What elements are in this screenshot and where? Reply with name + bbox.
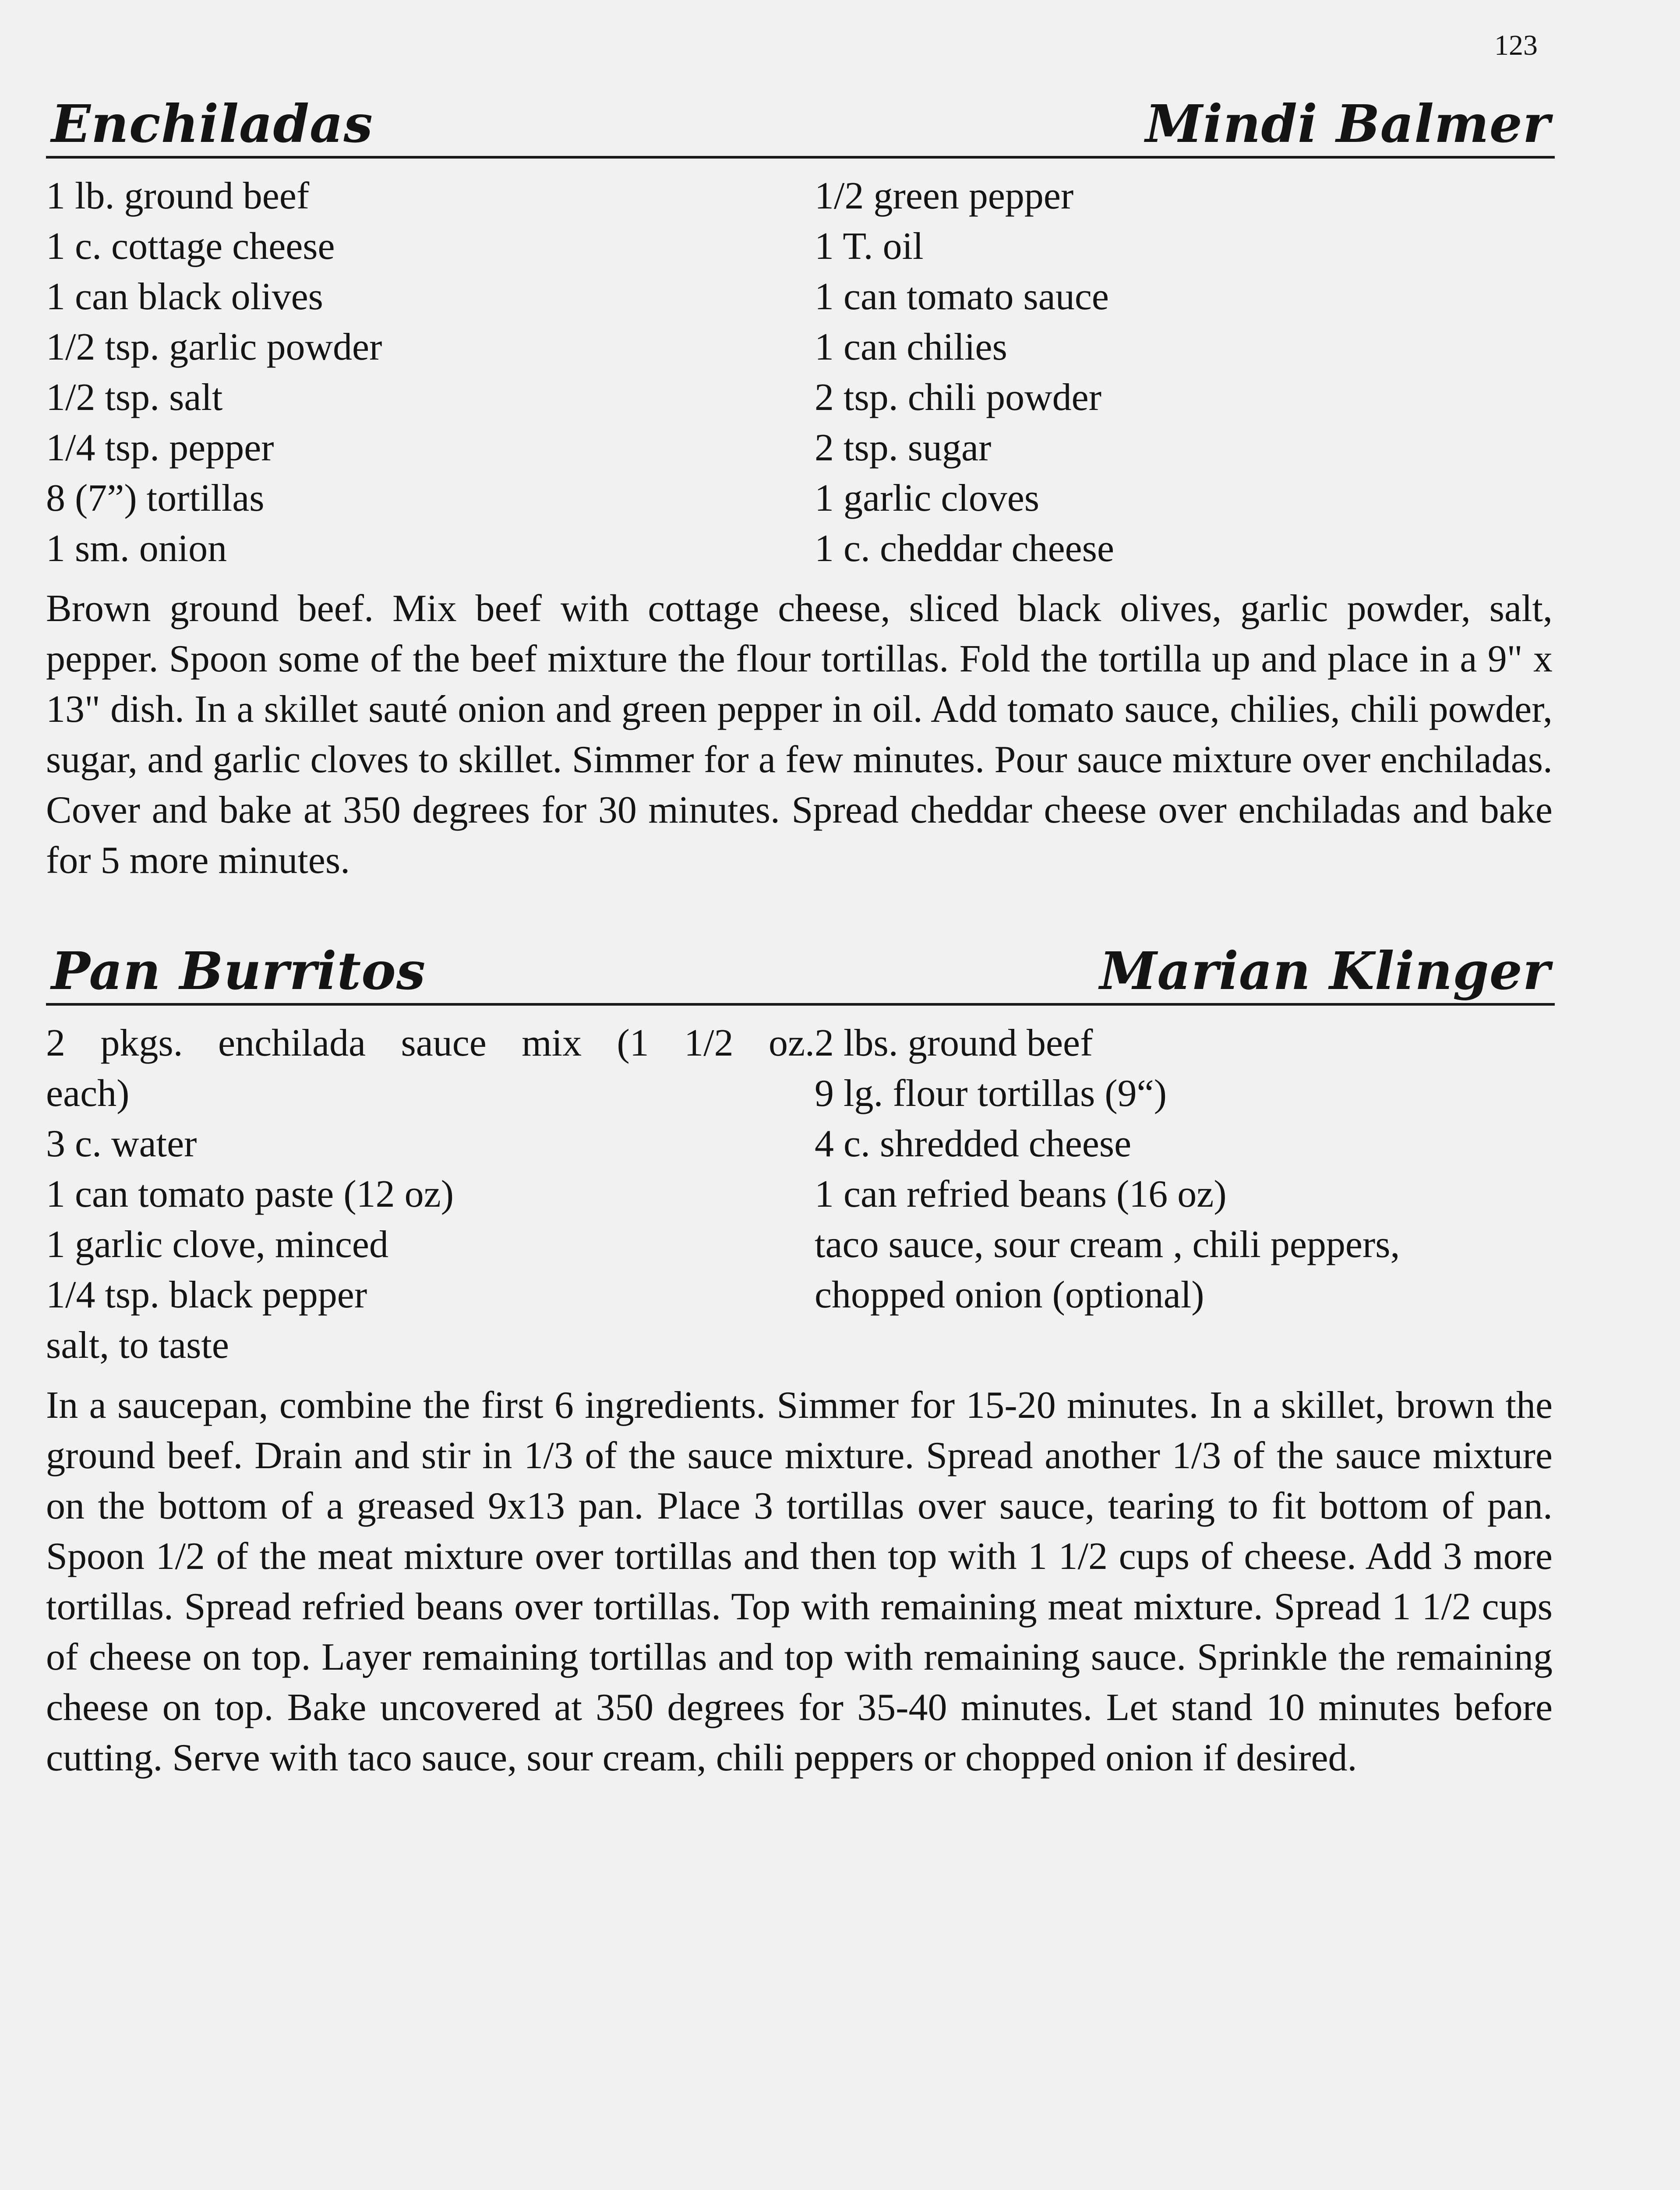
ingredient-item: 4 c. shredded cheese	[815, 1123, 1132, 1165]
ingredient-item: salt, to taste	[46, 1324, 229, 1367]
page-number: 123	[1494, 29, 1538, 61]
recipe-pan-burritos	[46, 933, 1555, 1822]
recipe-author: Mindi Balmer	[1145, 93, 1550, 154]
ingredient-item: 9 lg. flour tortillas (9“)	[815, 1072, 1167, 1115]
ingredient-item: 1/4 tsp. black pepper	[46, 1274, 367, 1316]
ingredient-item: 1 T. oil	[815, 225, 924, 268]
ingredient-item: chopped onion (optional)	[815, 1274, 1204, 1316]
recipe-title: Enchiladas	[51, 93, 373, 154]
ingredient-item: each)	[46, 1072, 130, 1115]
recipe-directions: Brown ground beef. Mix beef with cottage cheese, sliced black olives, garlic powder, salt, pepper. Spoon some of the beef mixture the flour tortillas. Fold the tortilla up and place in a 9" x 13" dish. In a skillet sauté onion and green pepper in oil. Add tomato sauce, chilies, chili powder, sugar, and garlic cloves to skillet. Simmer for a few minutes. Pour sauce mixture over enchiladas. Cover and bake at 350 degrees for 30 minutes. Spread cheddar cheese over enchiladas and bake for 5 more minutes.	[46, 587, 1553, 882]
ingredient-item: 1 can tomato paste (12 oz)	[46, 1173, 454, 1215]
ingredient-item: 1 can chilies	[815, 326, 1007, 368]
ingredient-item: 1 c. cottage cheese	[46, 225, 335, 268]
recipe-author: Marian Klinger	[1099, 940, 1550, 1001]
ingredient-item: 2 pkgs. enchilada sauce mix (1 1/2 oz.	[46, 1022, 815, 1064]
ingredient-item: 1 lb. ground beef	[46, 175, 310, 217]
ingredients-list	[46, 171, 1555, 574]
ingredient-item: 1 garlic cloves	[815, 477, 1040, 519]
ingredient-item: 1/2 green pepper	[815, 175, 1074, 217]
ingredients-left-column	[46, 1018, 815, 1371]
ingredient-item: 1 c. cheddar cheese	[815, 527, 1115, 570]
ingredients-list	[46, 1018, 1555, 1371]
ingredients-right-column	[815, 171, 1555, 574]
recipe-enchiladas	[46, 86, 1555, 924]
ingredient-item: 2 tsp. chili powder	[815, 376, 1102, 419]
ingredient-item: 1 can refried beans (16 oz)	[815, 1173, 1227, 1215]
ingredient-item: 3 c. water	[46, 1123, 197, 1165]
recipe-header	[46, 933, 1555, 1006]
ingredient-item: 1/2 tsp. garlic powder	[46, 326, 382, 368]
ingredient-item: 1 can tomato sauce	[815, 276, 1109, 318]
ingredient-item: 8 (7”) tortillas	[46, 477, 265, 519]
ingredient-item: 1 garlic clove, minced	[46, 1223, 388, 1266]
ingredient-item: 2 lbs. ground beef	[815, 1022, 1093, 1064]
ingredient-item: 1 can black olives	[46, 276, 323, 318]
ingredients-right-column	[815, 1018, 1555, 1371]
ingredient-item: 1/2 tsp. salt	[46, 376, 223, 419]
ingredient-item: taco sauce, sour cream , chili peppers,	[815, 1223, 1400, 1266]
recipe-title: Pan Burritos	[51, 940, 426, 1001]
ingredients-left-column	[46, 171, 815, 574]
ingredient-item: 1/4 tsp. pepper	[46, 427, 274, 469]
recipe-directions: In a saucepan, combine the first 6 ingredients. Simmer for 15-20 minutes. In a skillet, brown the ground beef. Drain and stir in 1/3 of the sauce mixture. Spread another 1/3 of the sauce mixture on the bottom of a greased 9x13 pan. Place 3 tortillas over sauce, tearing to fit bottom of pan. Spoon 1/2 of the meat mixture over tortillas and then top with 1 1/2 cups of cheese. Add 3 more tortillas. Spread refried beans over tortillas. Top with remaining meat mixture. Spread 1 1/2 cups of cheese on top. Layer remaining tortillas and top with remaining sauce. Sprinkle the remaining cheese on top. Bake uncovered at 350 degrees for 35-40 minutes. Let stand 10 minutes before cutting. Serve with taco sauce, sour cream, chili peppers or chopped onion if desired.	[46, 1384, 1553, 1779]
ingredient-item: 2 tsp. sugar	[815, 427, 992, 469]
ingredient-item: 1 sm. onion	[46, 527, 227, 570]
recipe-header	[46, 86, 1555, 159]
